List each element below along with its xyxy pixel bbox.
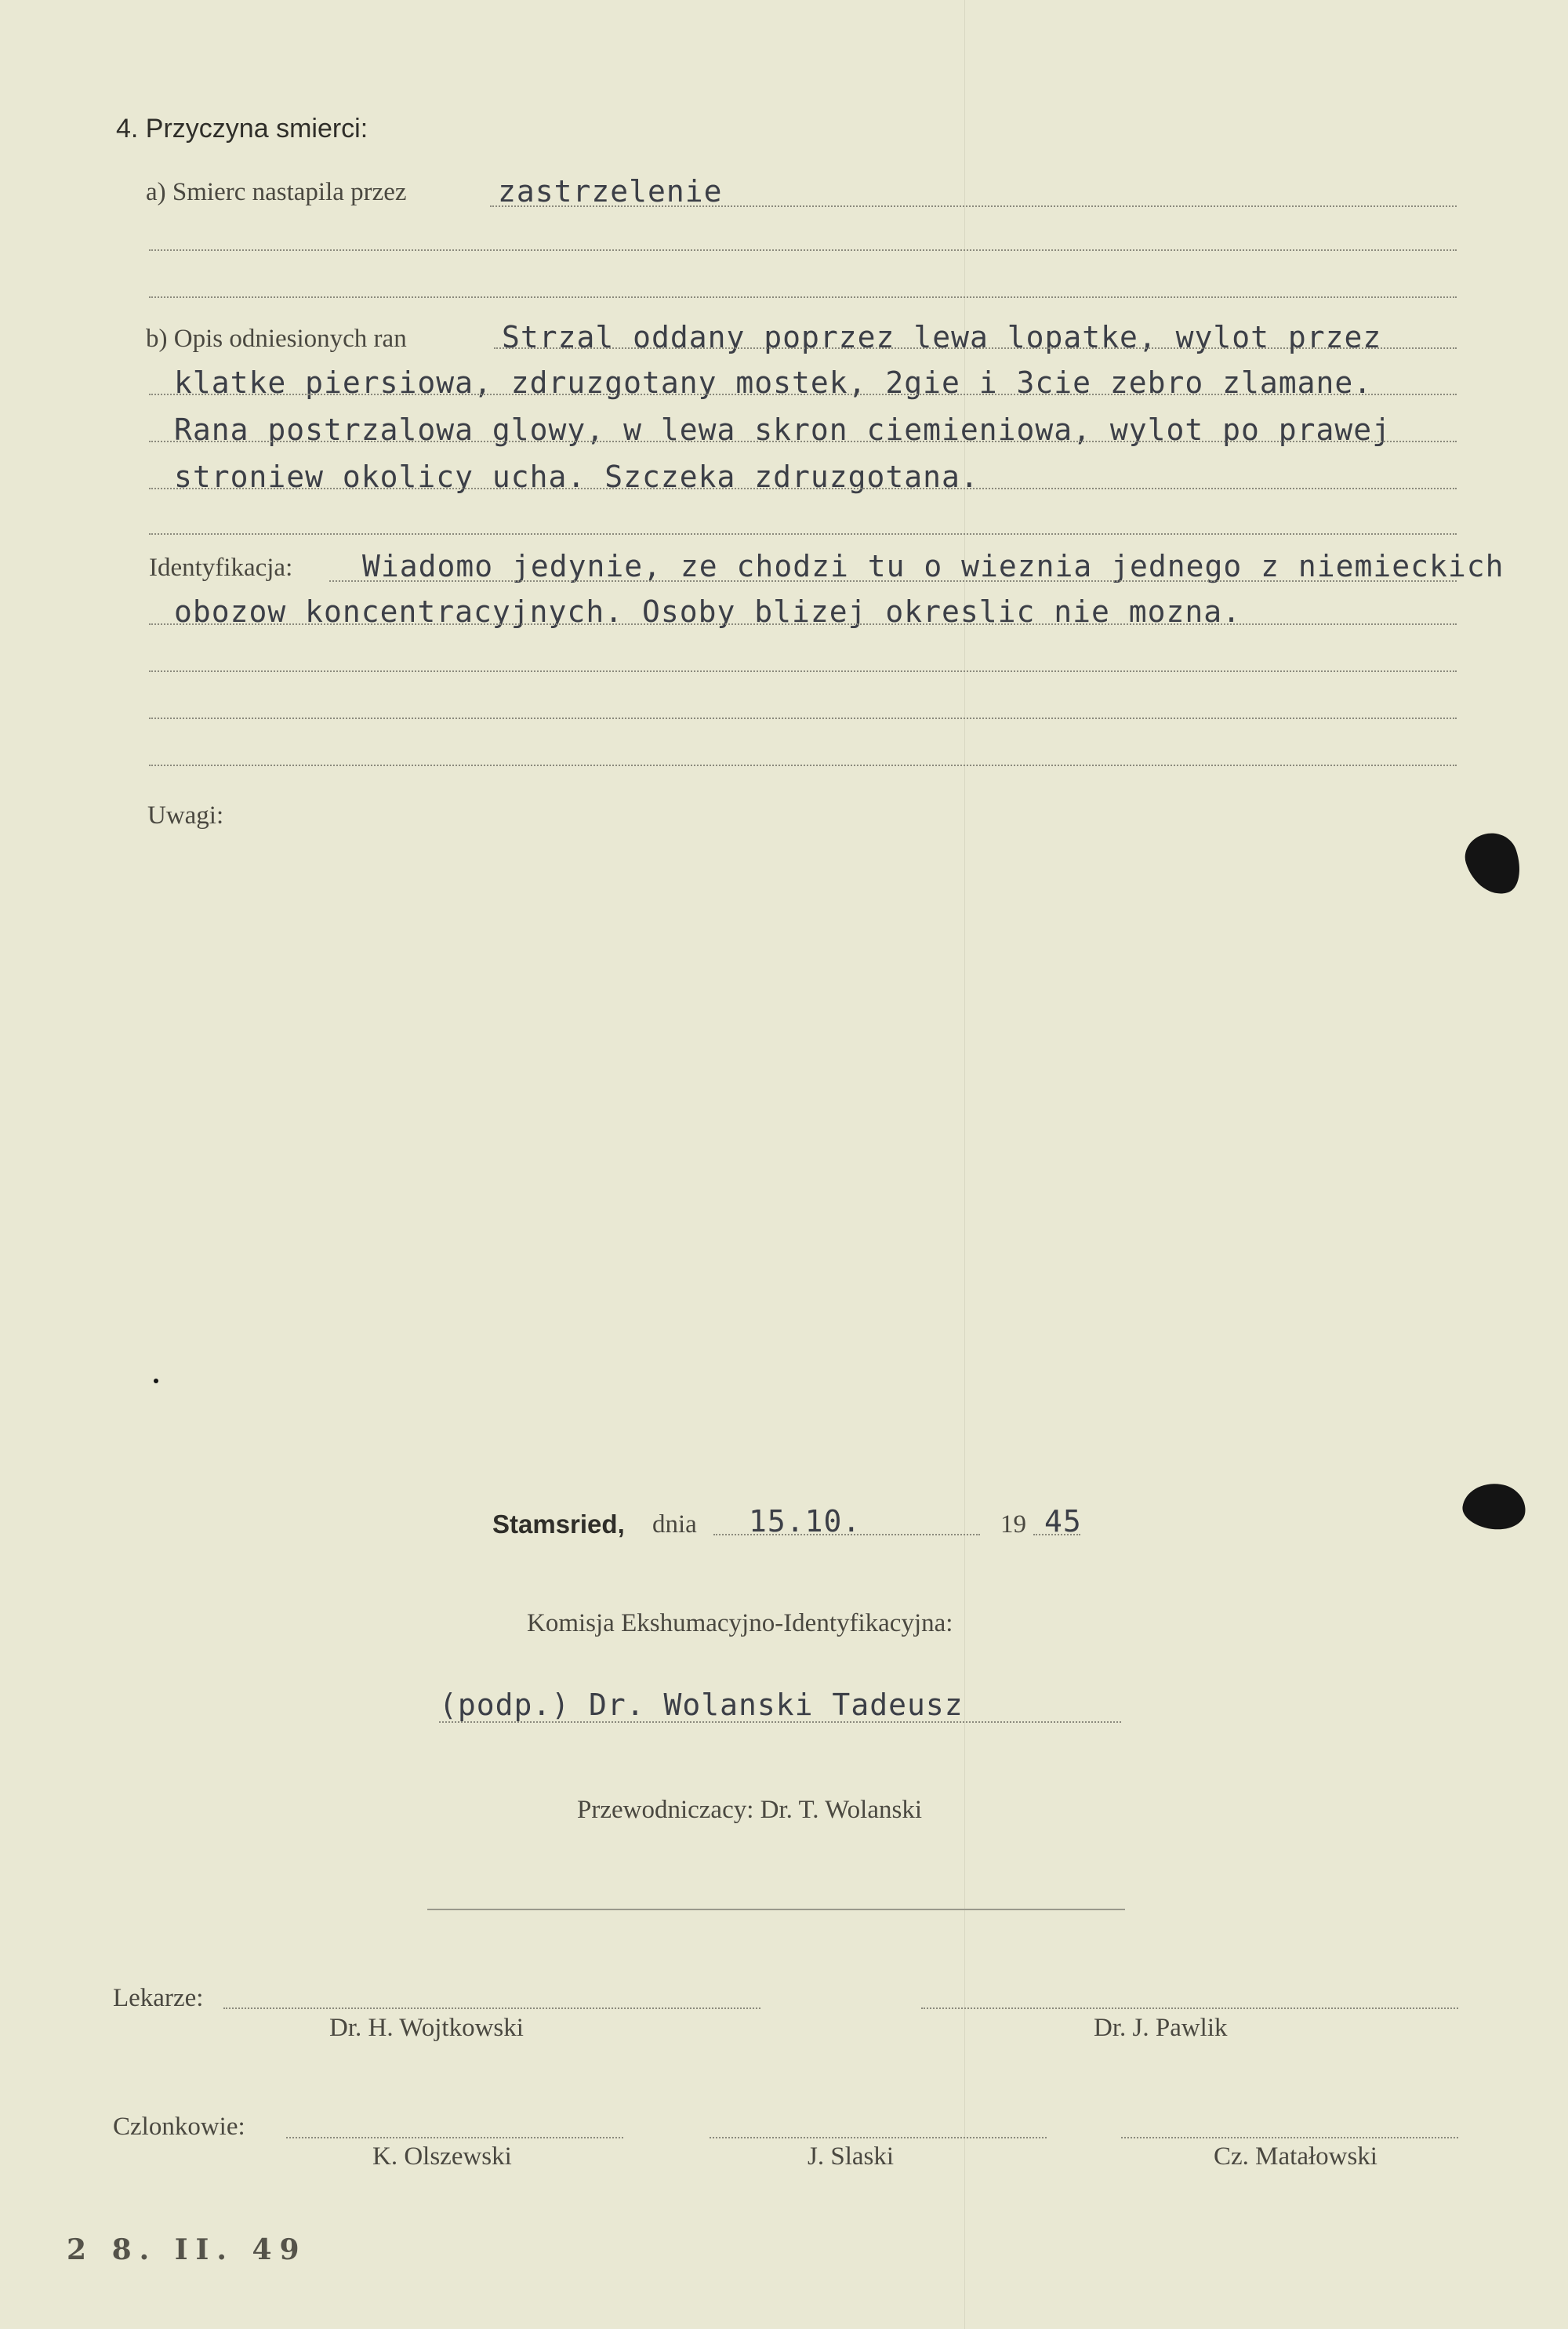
identification-line: [329, 580, 1457, 582]
wounds-line: [149, 488, 1457, 489]
chairman-name: Przewodniczacy: Dr. T. Wolanski: [577, 1796, 922, 1824]
remarks-label: Uwagi:: [147, 801, 224, 830]
date-value: 15.10.: [749, 1504, 862, 1539]
ink-blot: [1459, 827, 1527, 902]
blank-line: [149, 670, 1457, 672]
member-name-1: K. Olszewski: [372, 2142, 512, 2171]
identification-line-1: Wiadomo jedynie, ze chodzi tu o wieznia jednego z niemieckich: [362, 549, 1504, 583]
wounds-line-1: Strzal oddany poprzez lewa lopatke, wylot przez: [502, 320, 1382, 354]
blank-line: [149, 765, 1457, 766]
doctor-signature-line: [223, 2007, 760, 2009]
cause-label: a) Smierc nastapila przez: [146, 178, 407, 206]
chairman-signature-line: [427, 1909, 1125, 1910]
identification-label: Identyfikacja:: [149, 554, 293, 582]
year-value: 45: [1044, 1504, 1082, 1539]
doctors-label: Lekarze:: [113, 1984, 204, 2012]
wounds-line-2: klatke piersiowa, zdruzgotany mostek, 2gie i 3cie zebro zlamane.: [174, 365, 1373, 400]
ink-speck: [154, 1379, 158, 1383]
blank-line: [149, 249, 1457, 251]
doctor-signature-line: [921, 2007, 1458, 2009]
member-signature-line: [710, 2137, 1047, 2138]
doctor-name-2: Dr. J. Pawlik: [1094, 2014, 1228, 2042]
members-label: Czlonkowie:: [113, 2113, 245, 2141]
year-line: [1033, 1534, 1080, 1535]
place-name: Stamsried,: [492, 1510, 625, 1539]
blank-line: [149, 296, 1457, 298]
commission-signature: (podp.) Dr. Wolanski Tadeusz: [439, 1688, 964, 1722]
wounds-line: [149, 394, 1457, 395]
member-signature-line: [286, 2137, 623, 2138]
blank-line: [149, 718, 1457, 719]
cause-value: zastrzelenie: [498, 174, 723, 209]
member-name-3: Cz. Matałowski: [1214, 2142, 1377, 2171]
identification-line-2: obozow koncentracyjnych. Osoby blizej okreslic nie mozna.: [174, 594, 1242, 629]
wounds-line: [494, 347, 1457, 349]
cause-line: [490, 205, 1457, 207]
dnia-label: dnia: [652, 1510, 697, 1539]
signature-line: [439, 1721, 1121, 1723]
section-heading: 4. Przyczyna smierci:: [116, 114, 368, 144]
doctor-name-1: Dr. H. Wojtkowski: [329, 2014, 524, 2042]
identification-line: [149, 623, 1457, 625]
wounds-line: [149, 441, 1457, 442]
wounds-line-3: Rana postrzalowa glowy, w lewa skron ciemieniowa, wylot po prawej: [174, 412, 1392, 447]
commission-title: Komisja Ekshumacyjno-Identyfikacyjna:: [527, 1609, 953, 1637]
year-prefix: 19: [1000, 1510, 1026, 1539]
blank-line: [149, 533, 1457, 535]
handwritten-number: 2 8. II. 49: [67, 2233, 307, 2266]
wounds-label: b) Opis odniesionych ran: [146, 325, 407, 353]
date-line: [713, 1534, 980, 1535]
wounds-line-4: stroniew okolicy ucha. Szczeka zdruzgotana.: [174, 460, 979, 494]
ink-blot: [1460, 1480, 1528, 1534]
member-name-2: J. Slaski: [808, 2142, 895, 2171]
member-signature-line: [1121, 2137, 1458, 2138]
